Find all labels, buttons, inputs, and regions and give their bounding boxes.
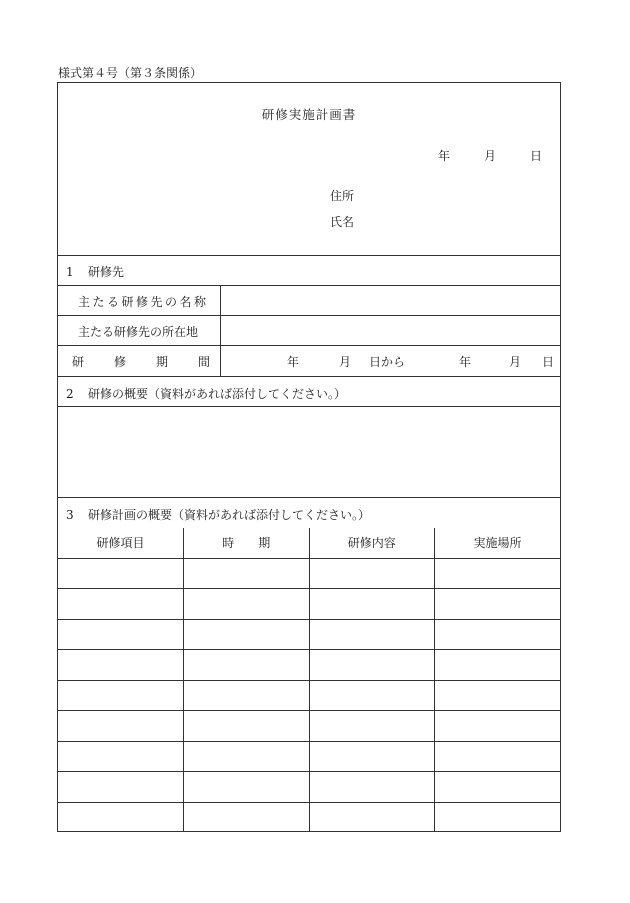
table-cell[interactable]	[435, 589, 561, 620]
table-cell[interactable]	[58, 619, 184, 650]
table-cell[interactable]	[309, 772, 435, 803]
training-plan-table	[58, 528, 560, 832]
period-label-char: 間	[197, 355, 210, 369]
table-row	[58, 741, 560, 772]
plan-table-body	[58, 558, 560, 832]
date-year-label: 年	[437, 149, 450, 163]
table-cell[interactable]	[435, 772, 561, 803]
trainee-site-address-row	[58, 316, 560, 346]
section2-heading	[66, 385, 346, 402]
table-cell[interactable]	[58, 680, 184, 711]
section3-number: 3	[66, 508, 74, 522]
section1-title: 研修先	[88, 265, 125, 279]
trainee-site-name-label-cell	[58, 286, 221, 315]
table-row	[58, 680, 560, 711]
table-row	[58, 772, 560, 803]
section3-heading-row	[58, 498, 560, 528]
section3-title: 研修計画の概要（資料があれば添付してください。）	[88, 508, 371, 522]
table-cell[interactable]	[435, 741, 561, 772]
table-cell[interactable]	[435, 680, 561, 711]
document-title: 研修実施計画書	[261, 107, 357, 122]
table-cell[interactable]	[435, 650, 561, 681]
table-row	[58, 802, 560, 832]
table-cell[interactable]	[184, 680, 310, 711]
form-number: 様式第４号（第３条関係）	[58, 66, 203, 80]
period-start-day: 日から	[369, 355, 406, 369]
period-label-char: 研	[72, 355, 85, 369]
table-row	[58, 589, 560, 620]
col-header-content: 研修内容	[309, 528, 435, 558]
address-label: 住所	[330, 189, 355, 203]
period-end-day: 日	[542, 355, 555, 369]
trainee-site-name-row	[58, 286, 560, 316]
table-cell[interactable]	[58, 711, 184, 742]
table-cell[interactable]	[184, 558, 310, 589]
section1-heading-row	[58, 255, 560, 286]
training-period-label	[72, 353, 210, 370]
training-period-row	[58, 346, 560, 377]
trainee-site-address-label-cell	[58, 316, 221, 345]
table-cell[interactable]	[184, 711, 310, 742]
table-cell[interactable]	[309, 680, 435, 711]
period-label-char: 期	[155, 355, 168, 369]
date-month-label: 月	[483, 149, 496, 163]
table-cell[interactable]	[58, 589, 184, 620]
section3-heading	[66, 506, 370, 523]
form-frame	[57, 82, 561, 832]
table-cell[interactable]	[58, 802, 184, 832]
period-end-year: 年	[459, 355, 472, 369]
table-row	[58, 619, 560, 650]
table-cell[interactable]	[184, 741, 310, 772]
trainee-site-name-label: 主たる研修先の名称	[78, 295, 209, 309]
table-cell[interactable]	[435, 619, 561, 650]
table-cell[interactable]	[184, 619, 310, 650]
table-cell[interactable]	[184, 589, 310, 620]
table-cell[interactable]	[435, 802, 561, 832]
table-cell[interactable]	[58, 741, 184, 772]
period-label-char: 修	[113, 355, 126, 369]
section2-heading-row	[58, 377, 560, 407]
section1-number: 1	[66, 265, 74, 279]
table-cell[interactable]	[309, 558, 435, 589]
table-cell[interactable]	[309, 741, 435, 772]
table-cell[interactable]	[309, 589, 435, 620]
date-line	[438, 147, 542, 164]
col-header-location: 実施場所	[435, 528, 561, 558]
table-row	[58, 558, 560, 589]
period-end-month: 月	[509, 355, 522, 369]
table-cell[interactable]	[435, 711, 561, 742]
section2-title: 研修の概要（資料があれば添付してください。）	[88, 387, 347, 401]
training-period-label-cell	[58, 346, 221, 376]
table-cell[interactable]	[184, 772, 310, 803]
section2-number: 2	[66, 387, 74, 401]
header-block	[58, 83, 560, 256]
table-cell[interactable]	[184, 650, 310, 681]
table-cell[interactable]	[58, 772, 184, 803]
trainee-site-address-label: 主たる研修先の所在地	[78, 325, 199, 339]
name-label: 氏名	[330, 215, 355, 229]
period-start-month: 月	[339, 355, 352, 369]
section1-heading	[66, 263, 124, 280]
table-cell[interactable]	[309, 711, 435, 742]
col-header-item: 研修項目	[58, 528, 184, 558]
table-cell[interactable]	[309, 650, 435, 681]
period-start-year: 年	[287, 355, 300, 369]
table-cell[interactable]	[309, 619, 435, 650]
table-cell[interactable]	[309, 802, 435, 832]
table-cell[interactable]	[435, 558, 561, 589]
table-row	[58, 650, 560, 681]
date-day-label: 日	[529, 149, 542, 163]
table-cell[interactable]	[58, 558, 184, 589]
col-header-period: 時 期	[184, 528, 310, 558]
table-cell[interactable]	[184, 802, 310, 832]
section2-content-area[interactable]	[58, 407, 560, 498]
plan-table-header-row	[58, 528, 560, 558]
table-row	[58, 711, 560, 742]
table-cell[interactable]	[58, 650, 184, 681]
